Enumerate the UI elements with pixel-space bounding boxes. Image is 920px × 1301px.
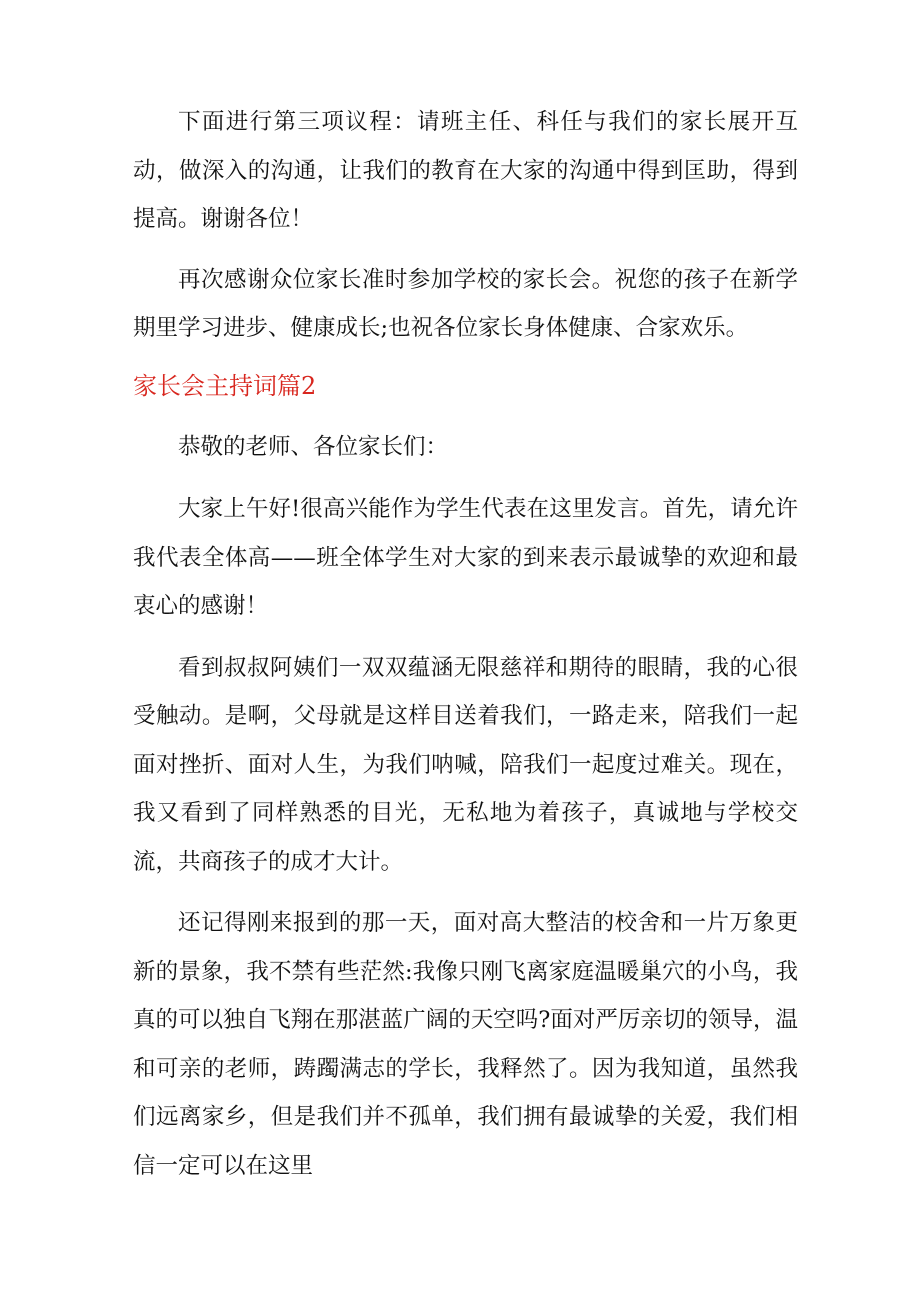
paragraph-parents-eyes: 看到叔叔阿姨们一双双蕴涵无限慈祥和期待的眼睛，我的心很受触动。是啊，父母就是这样目送着我们，一路走来，陪我们一起面对挫折、面对人生，为我们呐喊，陪我们一起度过难关。现在，我又看到了同样熟悉的目光，无私地为着孩子，真诚地与学校交流，共商孩子的成才大计。	[133, 654, 798, 875]
paragraph-agenda-item-three: 下面进行第三项议程：请班主任、科任与我们的家长展开互动，做深入的沟通，让我们的教育在大家的沟通中得到匡助，得到提高。谢谢各位！	[133, 109, 798, 232]
paragraph-welcome: 大家上午好!很高兴能作为学生代表在这里发言。首先，请允许我代表全体高——班全体学生对大家的到来表示最诚挚的欢迎和最衷心的感谢！	[133, 496, 798, 619]
section-heading: 家长会主持词篇2	[133, 371, 317, 400]
paragraph-greeting: 恭敬的老师、各位家长们：	[178, 433, 449, 460]
document-body	[133, 98, 798, 1190]
paragraph-closing-thanks: 再次感谢众位家长准时参加学校的家长会。祝您的孩子在新学期里学习进步、健康成长;也祝各位家长身体健康、合家欢乐。	[133, 266, 798, 341]
paragraph-first-day-memory: 还记得刚来报到的那一天，面对高大整洁的校舍和一片万象更新的景象，我不禁有些茫然:我像只刚飞离家庭温暖巢穴的小鸟，我真的可以独自飞翔在那湛蓝广阔的天空吗?面对严厉亲切的领导，温和可亲的老师，踌躅满志的学长，我释然了。因为我知道，虽然我们远离家乡，但是我们并不孤单，我们拥有最诚挚的关爱，我们相信一定可以在这里	[133, 910, 798, 1179]
